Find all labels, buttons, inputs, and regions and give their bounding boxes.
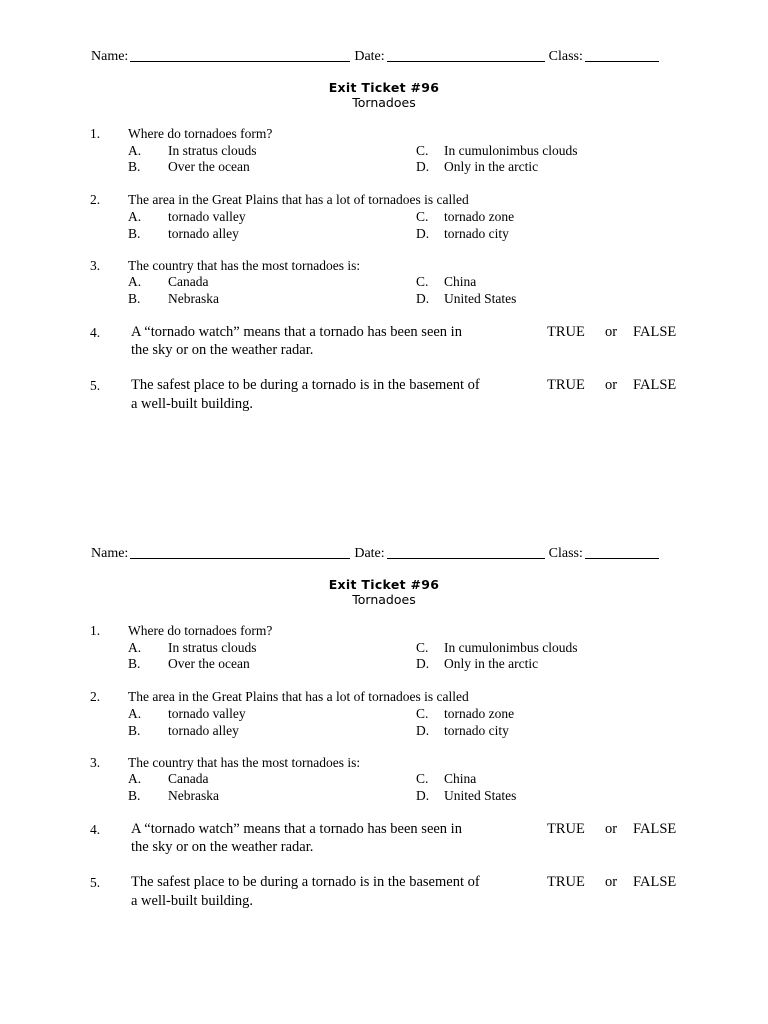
option-letter: C. [416, 640, 429, 655]
ticket-subtitle: Tornadoes [352, 95, 416, 110]
option-text: Only in the arctic [444, 656, 539, 671]
question-stem-line-1: A “tornado watch” means that a tornado has been seen in [131, 821, 462, 837]
option-text: tornado alley [168, 723, 239, 738]
header-row [91, 46, 659, 65]
option-text: tornado valley [168, 706, 246, 721]
option-text: tornado valley [168, 209, 246, 224]
question-number: 3. [90, 258, 101, 273]
option-text: Nebraska [168, 788, 219, 803]
option-text: United States [444, 291, 517, 306]
false-option[interactable]: FALSE [633, 874, 677, 890]
option-letter: C. [416, 771, 429, 786]
class-label: Class: [548, 546, 583, 561]
option-letter: B. [128, 159, 141, 174]
option-text: Only in the arctic [444, 159, 539, 174]
false-option[interactable]: FALSE [633, 324, 677, 340]
option-text: Canada [168, 771, 209, 786]
exit-ticket-bottom [0, 543, 768, 943]
option-text: Over the ocean [168, 159, 250, 174]
option-letter: D. [416, 656, 430, 671]
name-label: Name: [91, 546, 129, 561]
option-letter: A. [128, 640, 142, 655]
option-letter: A. [128, 274, 142, 289]
question-stem-line-1: A “tornado watch” means that a tornado has been seen in [131, 324, 462, 340]
name-blank[interactable] [130, 48, 350, 62]
question-stem: The country that has the most tornadoes is: [128, 755, 361, 770]
or-label: or [605, 324, 618, 340]
option-letter: B. [128, 723, 141, 738]
option-letter: D. [416, 226, 430, 241]
option-letter: C. [416, 209, 429, 224]
option-text: In cumulonimbus clouds [444, 143, 578, 158]
header-row [91, 543, 659, 562]
question-number: 5. [90, 875, 101, 890]
true-option[interactable]: TRUE [547, 324, 585, 340]
option-text: tornado alley [168, 226, 239, 241]
option-text: Over the ocean [168, 656, 250, 671]
option-letter: A. [128, 209, 142, 224]
option-text: China [444, 274, 477, 289]
question-stem-line-1: The safest place to be during a tornado is in the basement of [131, 874, 480, 890]
question-number: 2. [90, 689, 101, 704]
date-label: Date: [354, 546, 385, 561]
question-number: 5. [90, 378, 101, 393]
question-stem: The country that has the most tornadoes is: [128, 258, 361, 273]
question-stem-line-2: a well-built building. [131, 893, 254, 909]
name-blank[interactable] [130, 545, 350, 559]
option-letter: D. [416, 291, 430, 306]
option-text: tornado city [444, 723, 509, 738]
question-number: 4. [90, 822, 101, 837]
option-letter: C. [416, 143, 429, 158]
question-number: 2. [90, 192, 101, 207]
question-number: 3. [90, 755, 101, 770]
true-option[interactable]: TRUE [547, 377, 585, 393]
option-letter: B. [128, 788, 141, 803]
true-option[interactable]: TRUE [547, 874, 585, 890]
question-number: 1. [90, 126, 101, 141]
date-blank[interactable] [387, 48, 545, 62]
question-stem: The area in the Great Plains that has a lot of tornadoes is called [128, 689, 469, 704]
question-stem-line-2: a well-built building. [131, 396, 254, 412]
option-letter: C. [416, 706, 429, 721]
option-letter: C. [416, 274, 429, 289]
question-stem-line-2: the sky or on the weather radar. [131, 839, 314, 855]
class-blank[interactable] [585, 545, 659, 559]
question-number: 1. [90, 623, 101, 638]
true-option[interactable]: TRUE [547, 821, 585, 837]
option-text: United States [444, 788, 517, 803]
option-text: tornado zone [444, 209, 515, 224]
option-text: In stratus clouds [168, 143, 257, 158]
class-label: Class: [548, 49, 583, 64]
option-text: China [444, 771, 477, 786]
option-letter: A. [128, 143, 142, 158]
question-stem: Where do tornadoes form? [128, 623, 273, 638]
option-text: In cumulonimbus clouds [444, 640, 578, 655]
option-letter: D. [416, 723, 430, 738]
exit-ticket-top [0, 46, 768, 446]
or-label: or [605, 377, 618, 393]
false-option[interactable]: FALSE [633, 821, 677, 837]
option-letter: B. [128, 226, 141, 241]
question-stem: The area in the Great Plains that has a lot of tornadoes is called [128, 192, 469, 207]
option-letter: A. [128, 706, 142, 721]
question-stem: Where do tornadoes form? [128, 126, 273, 141]
option-letter: A. [128, 771, 142, 786]
question-number: 4. [90, 325, 101, 340]
or-label: or [605, 821, 618, 837]
option-letter: D. [416, 159, 430, 174]
option-text: tornado city [444, 226, 509, 241]
ticket-title: Exit Ticket #96 [328, 80, 440, 95]
option-text: tornado zone [444, 706, 515, 721]
option-text: In stratus clouds [168, 640, 257, 655]
option-letter: D. [416, 788, 430, 803]
class-blank[interactable] [585, 48, 659, 62]
ticket-subtitle: Tornadoes [352, 592, 416, 607]
question-stem-line-2: the sky or on the weather radar. [131, 342, 314, 358]
option-text: Canada [168, 274, 209, 289]
date-label: Date: [354, 49, 385, 64]
or-label: or [605, 874, 618, 890]
option-letter: B. [128, 656, 141, 671]
name-label: Name: [91, 49, 129, 64]
option-letter: B. [128, 291, 141, 306]
false-option[interactable]: FALSE [633, 377, 677, 393]
option-text: Nebraska [168, 291, 219, 306]
date-blank[interactable] [387, 545, 545, 559]
question-stem-line-1: The safest place to be during a tornado is in the basement of [131, 377, 480, 393]
ticket-title: Exit Ticket #96 [328, 577, 440, 592]
